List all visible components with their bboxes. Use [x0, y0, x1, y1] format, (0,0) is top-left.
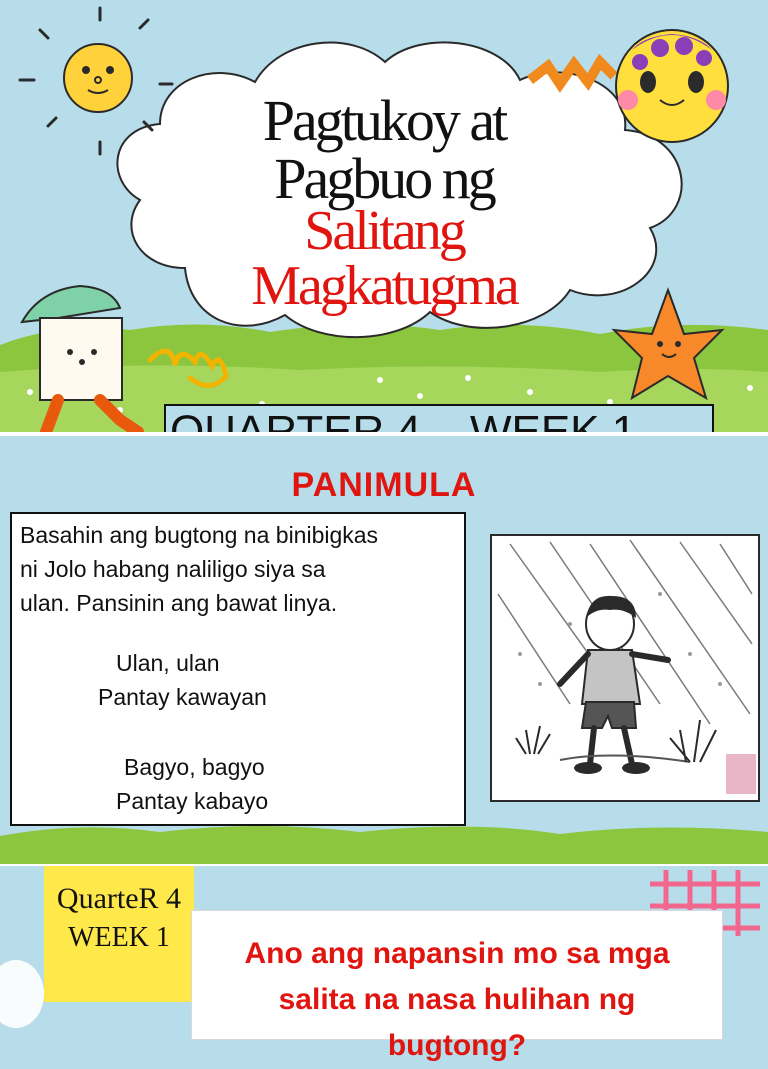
title-line-1: Pagtukoy at	[262, 88, 506, 153]
question-line-2: salita na nasa hulihan ng	[278, 983, 636, 1016]
poem-line-4: Pantay kabayo	[116, 788, 269, 814]
title-red-line-2: Magkatugma	[251, 255, 517, 317]
poem-line-3: Bagyo, bagyo	[124, 754, 265, 780]
cloud-puff	[0, 960, 44, 1028]
label-week: WEEK 1	[68, 922, 170, 953]
question-box	[191, 910, 723, 1062]
riddle-textbox	[10, 512, 466, 826]
question-line-3: bugtong?	[387, 1029, 527, 1062]
title-line-2: Pagbuo ng	[274, 146, 494, 211]
boy-in-rain-illustration	[490, 534, 760, 802]
label-point	[44, 970, 194, 1004]
quarter-week-label	[44, 866, 194, 1002]
title-slide	[0, 0, 768, 432]
blank-line	[20, 620, 456, 646]
section-heading: PANIMULA	[291, 466, 477, 504]
label-quarter: QuarteR 4	[56, 882, 182, 915]
poem-line-2: Pantay kawayan	[98, 684, 267, 710]
panimula-slide	[0, 436, 768, 864]
question-slide	[0, 866, 768, 1062]
question-line-1: Ano ang napansin mo sa mga	[244, 937, 670, 970]
intro-line-2: ni Jolo habang naliligo siya sa	[20, 556, 326, 582]
blank-line	[20, 714, 456, 750]
title-red-line-1: Salitang	[304, 200, 464, 262]
intro-line-3: ulan. Pansinin ang bawat linya.	[20, 590, 338, 616]
poem-line-1: Ulan, ulan	[116, 650, 220, 676]
intro-line-1: Basahin ang bugtong na binibigkas	[20, 522, 379, 548]
